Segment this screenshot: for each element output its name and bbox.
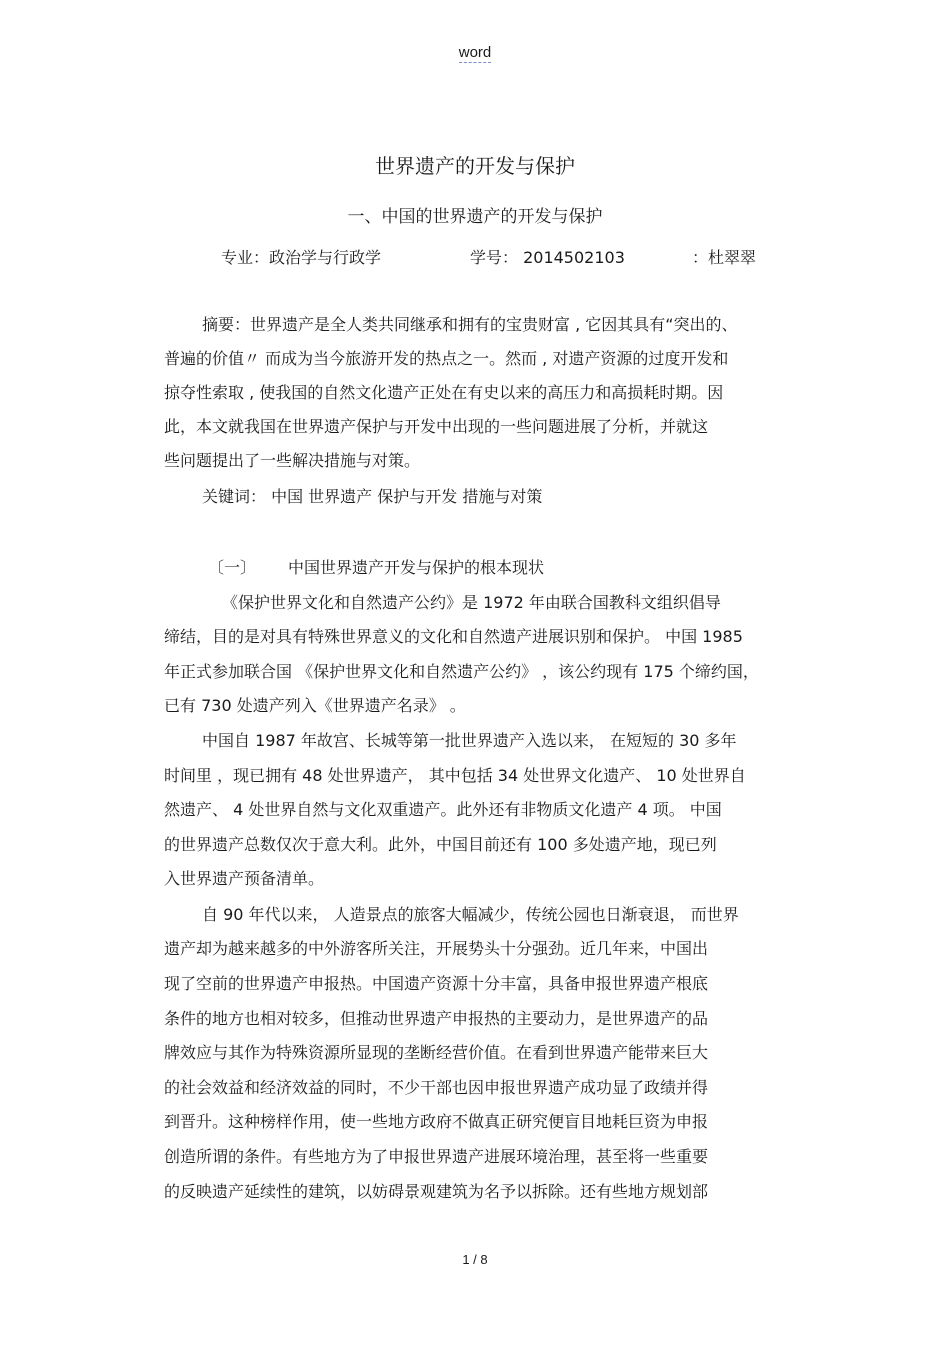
paragraph-line: 中国自 1987 年故宫、长城等第一批世界遗产入选以来， 在短短的 30 多年 [202,731,737,750]
page-number: 1 / 8 [462,1252,488,1267]
paragraph-line: 条件的地方也相对较多，但推动世界遗产申报热的主要动力，是世界遗产的品 [164,1009,709,1028]
meta-student-id: 学号： 2014502103 [470,248,625,267]
paragraph-line: 缔结，目的是对具有特殊世界意义的文化和自然遗产进展识别和保护。 中国 1985 [164,627,743,646]
paragraph-line: 然遗产、 4 处世界自然与文化双重遗产。此外还有非物质文化遗产 4 项。 中国 [164,800,722,819]
paragraph-line: 已有 730 处遗产列入《世界遗产名录》 。 [164,696,466,715]
paragraph-line: 年正式参加联合国 《保护世界文化和自然遗产公约》 ，该公约现有 175 个缔约国， [164,662,759,681]
paragraph-line: 的社会效益和经济效益的同时，不少干部也因申报世界遗产成功显了政绩并得 [164,1078,709,1097]
abstract-line: 摘要：世界遗产是全人类共同继承和拥有的宝贵财富 , 它因其具有“突出的、 [202,315,738,334]
header-text: word [458,44,492,61]
document-title: 世界遗产的开发与保护 [375,154,575,178]
paragraph-line: 的世界遗产总数仅次于意大利。此外，中国目前还有 100 多处遗产地，现已列 [164,835,717,854]
document-subtitle: 一、中国的世界遗产的开发与保护 [347,207,603,227]
paragraph-line: 自 90 年代以来， 人造景点的旅客大幅减少，传统公园也日渐衰退， 而世界 [202,905,739,924]
keywords: 关键词： 中国 世界遗产 保护与开发 措施与对策 [202,487,543,506]
paragraph-line: 《保护世界文化和自然遗产公约》是 1972 年由联合国教科文组织倡导 [222,593,721,612]
section-heading: 中国世界遗产开发与保护的根本现状 [288,558,545,577]
abstract-line: 些问题提出了一些解决措施与对策。 [164,451,421,470]
paragraph-line: 牌效应与其作为特殊资源所显现的垄断经营价值。在看到世界遗产能带来巨大 [164,1043,709,1062]
meta-name: ：杜翠翠 [692,248,757,267]
abstract-line: 此，本文就我国在世界遗产保护与开发中出现的一些问题进展了分析，并就这 [164,417,709,436]
paragraph-line: 现了空前的世界遗产申报热。中国遗产资源十分丰富，具备申报世界遗产根底 [164,974,709,993]
section-number: 〔一〕 [208,558,257,577]
paragraph-line: 创造所谓的条件。有些地方为了申报世界遗产进展环境治理，甚至将一些重要 [164,1147,709,1166]
meta-major: 专业：政治学与行政学 [221,248,382,267]
abstract-line: 掠夺性索取 , 使我国的自然文化遗产正处在有史以来的高压力和高损耗时期。因 [164,383,724,402]
abstract-line: 普遍的价值〃 而成为当今旅游开发的热点之一。然而 , 对遗产资源的过度开发和 [164,349,729,368]
paragraph-line: 入世界遗产预备清单。 [164,869,325,888]
paragraph-line: 遗产却为越来越多的中外游客所关注，开展势头十分强劲。近几年来，中国出 [164,939,709,958]
paragraph-line: 时间里 ，现已拥有 48 处世界遗产， 其中包括 34 处世界文化遗产、 10 处世界自 [164,766,746,785]
paragraph-line: 的反映遗产延续性的建筑，以妨碍景观建筑为名予以拆除。还有些地方规划部 [164,1182,709,1201]
page-header [0,44,950,61]
paragraph-line: 到晋升。这种榜样作用，使一些地方政府不做真正研究便盲目地耗巨资为申报 [164,1112,709,1131]
